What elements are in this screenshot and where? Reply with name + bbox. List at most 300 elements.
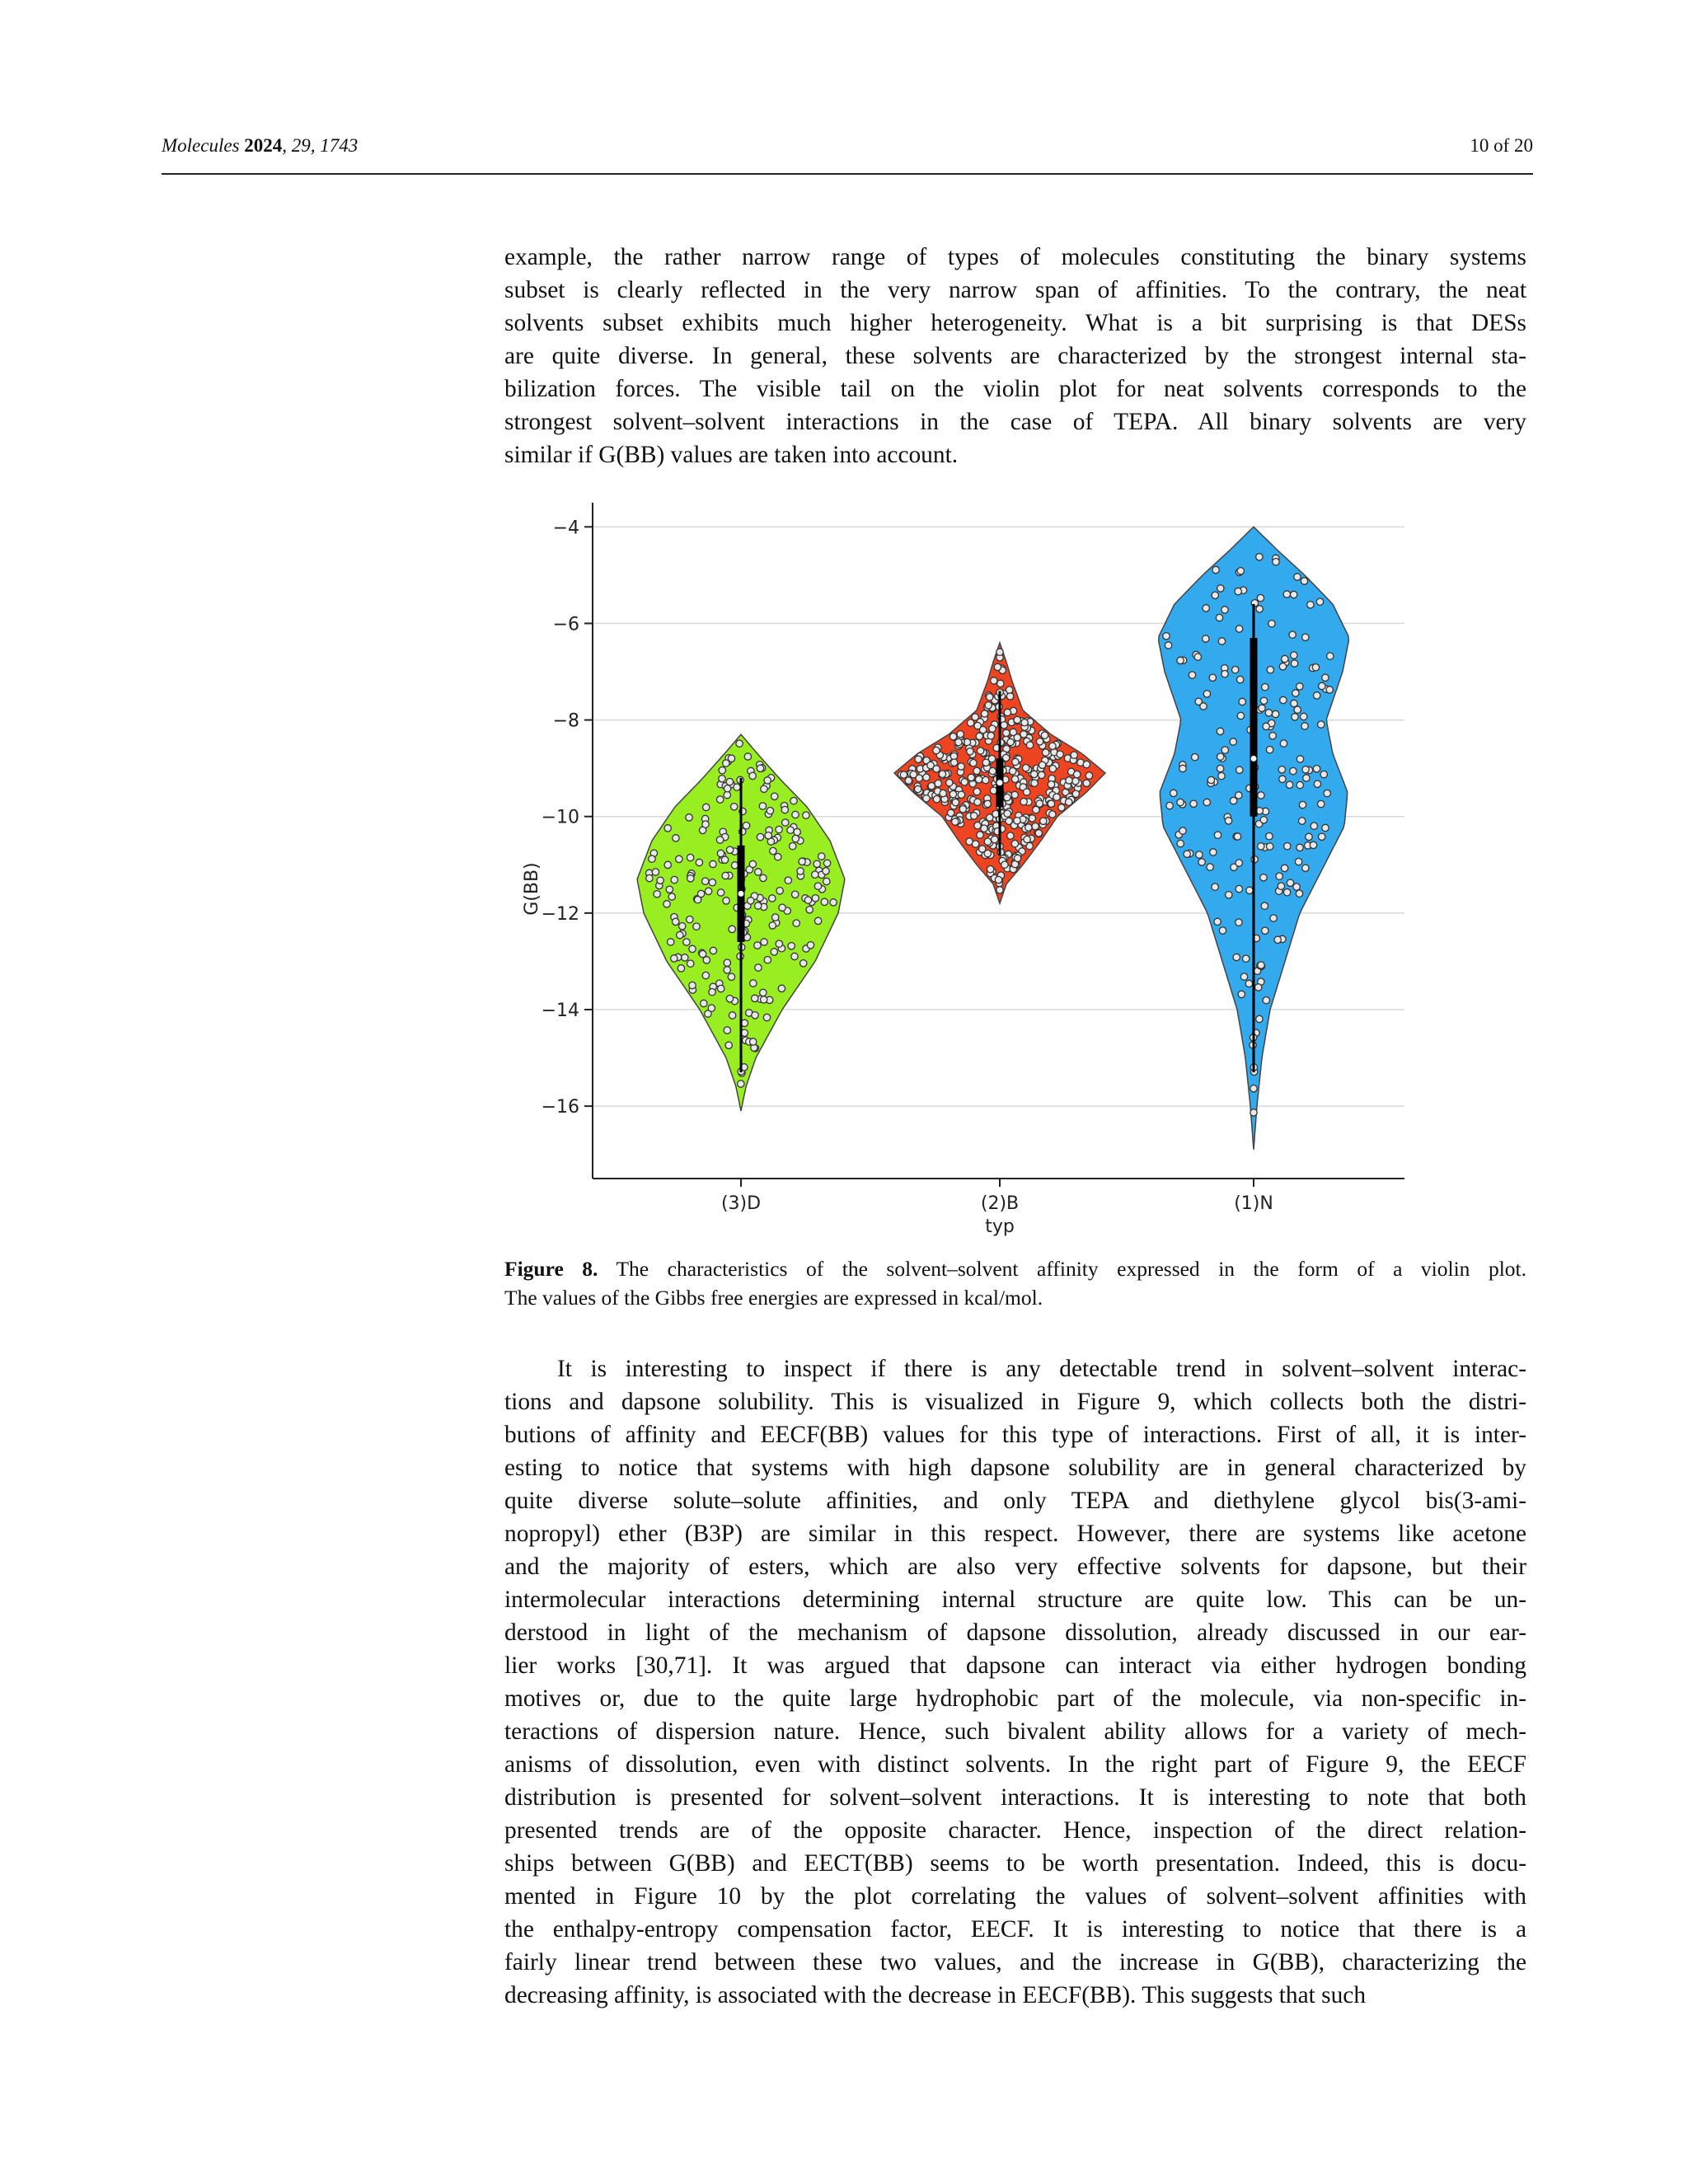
- data-point: [1066, 799, 1072, 805]
- data-point: [649, 855, 655, 862]
- data-point: [723, 898, 729, 904]
- text-line: mented in Figure 10 by the plot correlating the values of solvent–solvent affinities with: [504, 1883, 1526, 1910]
- data-point: [1072, 790, 1079, 797]
- data-point: [1066, 777, 1072, 784]
- data-point: [1307, 602, 1314, 608]
- data-point: [1012, 758, 1019, 765]
- data-point: [771, 793, 778, 799]
- data-point: [1221, 747, 1228, 753]
- data-point: [1278, 766, 1285, 773]
- data-point: [657, 877, 663, 883]
- data-point: [710, 860, 716, 867]
- data-point: [1236, 792, 1242, 799]
- data-point: [1024, 789, 1030, 795]
- data-point: [991, 677, 997, 684]
- data-point: [1014, 716, 1020, 723]
- data-point: [729, 926, 735, 932]
- data-point: [776, 940, 782, 947]
- data-point: [1296, 781, 1303, 788]
- data-point: [1256, 606, 1263, 612]
- data-point: [723, 760, 729, 766]
- data-point: [940, 790, 946, 796]
- data-point: [1237, 712, 1244, 719]
- data-point: [664, 861, 671, 868]
- data-point: [677, 931, 683, 938]
- median-marker: [738, 890, 744, 897]
- data-point: [778, 985, 785, 991]
- data-point: [1189, 672, 1195, 678]
- data-point: [654, 891, 660, 898]
- data-point: [1190, 800, 1197, 807]
- data-point: [1210, 849, 1217, 855]
- data-point: [1071, 752, 1077, 758]
- y-tick-label: −12: [541, 903, 579, 925]
- data-point: [1203, 605, 1209, 612]
- violin-plot: [504, 503, 1411, 1244]
- text-line: decreasing affinity, is associated with the decrease in EECF(BB). This suggests that such: [504, 1982, 1367, 2008]
- data-point: [1256, 554, 1263, 560]
- data-point: [1257, 594, 1264, 601]
- data-point: [1256, 1015, 1263, 1022]
- data-point: [1279, 776, 1286, 782]
- data-point: [717, 796, 724, 803]
- data-point: [1269, 733, 1276, 739]
- data-point: [1085, 772, 1092, 779]
- data-point: [1284, 843, 1291, 850]
- data-point: [1306, 833, 1312, 840]
- data-point: [763, 1014, 770, 1020]
- data-point: [760, 874, 767, 881]
- text-line: similar if G(BB) values are taken into account.: [504, 442, 959, 468]
- data-point: [1217, 728, 1223, 734]
- data-point: [818, 853, 825, 860]
- data-point: [992, 836, 998, 842]
- data-point: [724, 959, 730, 966]
- text-line: butions of affinity and EECF(BB) values for this type of interactions. First of all, it is inter-: [504, 1422, 1526, 1448]
- data-point: [1291, 700, 1297, 706]
- data-point: [958, 791, 964, 798]
- data-point: [959, 806, 966, 813]
- data-point: [759, 803, 766, 809]
- data-point: [792, 811, 799, 818]
- data-point: [1007, 832, 1014, 839]
- data-point: [981, 710, 987, 717]
- data-point: [1250, 1085, 1257, 1092]
- data-point: [702, 972, 709, 978]
- text-line: the enthalpy-entropy compensation factor, EECF. It is interesting to notice that there is a: [504, 1916, 1526, 1943]
- data-point: [757, 833, 763, 840]
- data-point: [686, 814, 692, 821]
- data-point: [1219, 927, 1226, 934]
- data-point: [1072, 778, 1079, 785]
- data-point: [1238, 991, 1245, 997]
- y-tick-label: −6: [552, 614, 579, 635]
- figure-caption: [504, 1254, 1526, 1312]
- y-tick-label: −14: [541, 1001, 579, 1021]
- data-point: [1218, 638, 1225, 644]
- data-point: [1287, 879, 1293, 886]
- data-point: [1020, 799, 1027, 805]
- data-point: [1258, 792, 1264, 799]
- data-point: [1194, 654, 1201, 660]
- data-point: [776, 888, 783, 894]
- data-point: [1281, 865, 1287, 871]
- data-point: [1036, 738, 1043, 745]
- data-point: [1318, 800, 1325, 807]
- data-point: [726, 778, 733, 785]
- data-point: [1225, 818, 1231, 824]
- text-line: ships between G(BB) and EECT(BB) seems to be worth presentation. Indeed, this is docu-: [504, 1850, 1526, 1877]
- data-point: [977, 748, 983, 754]
- data-point: [765, 832, 771, 839]
- data-point: [646, 874, 653, 881]
- data-point: [664, 825, 671, 832]
- data-point: [666, 886, 673, 893]
- data-point: [1221, 671, 1228, 677]
- caption-line: The values of the Gibbs free energies are expressed in kcal/mol.: [504, 1286, 1043, 1310]
- data-point: [1177, 657, 1184, 663]
- data-point: [823, 878, 830, 884]
- data-point: [989, 725, 996, 732]
- data-point: [750, 1038, 757, 1045]
- data-point: [951, 759, 958, 766]
- data-point: [769, 895, 776, 902]
- caption-label: Figure 8.: [504, 1257, 598, 1281]
- data-point: [1200, 703, 1207, 710]
- data-point: [752, 995, 758, 1001]
- median-marker: [996, 780, 1003, 786]
- x-tick-label: (2)B: [980, 1193, 1020, 1214]
- data-point: [1163, 633, 1170, 640]
- data-point: [928, 783, 935, 790]
- data-point: [1234, 833, 1240, 840]
- data-point: [1250, 1109, 1257, 1116]
- data-point: [1035, 830, 1042, 837]
- data-point: [1049, 743, 1056, 749]
- data-point: [790, 798, 797, 804]
- data-point: [1260, 697, 1267, 704]
- data-point: [1246, 887, 1253, 893]
- text-line: and the majority of esters, which are also very effective solvents for dapsone, but their: [504, 1554, 1526, 1580]
- text-line: It is interesting to inspect if there is any detectable trend in solvent–solvent interac-: [557, 1356, 1526, 1382]
- data-point: [1048, 800, 1054, 807]
- data-point: [1282, 655, 1288, 662]
- data-point: [699, 950, 706, 957]
- data-point: [1023, 765, 1029, 771]
- page-header: [162, 135, 1533, 160]
- data-point: [738, 1080, 744, 1087]
- data-point: [752, 1012, 758, 1019]
- data-point: [1260, 874, 1267, 881]
- data-point: [1007, 738, 1014, 745]
- data-point: [1291, 652, 1297, 658]
- data-point: [1303, 775, 1310, 781]
- data-point: [1260, 817, 1267, 823]
- data-point: [1279, 663, 1286, 670]
- data-point: [1311, 823, 1317, 829]
- text-line: nopropyl) ether (B3P) are similar in this respect. However, there are systems like acetone: [504, 1521, 1526, 1547]
- data-point: [1276, 873, 1282, 879]
- data-point: [1302, 766, 1309, 773]
- data-point: [1316, 598, 1323, 605]
- data-point: [1296, 890, 1302, 897]
- text-line: solvents subset exhibits much higher heterogeneity. What is a bit surprising is that DESs: [504, 310, 1526, 336]
- data-point: [1166, 802, 1173, 808]
- data-point: [693, 923, 700, 930]
- data-point: [804, 897, 811, 903]
- data-point: [750, 980, 757, 987]
- data-point: [1265, 710, 1272, 716]
- data-point: [748, 898, 754, 904]
- data-point: [812, 871, 818, 878]
- data-point: [1230, 797, 1236, 804]
- data-point: [923, 795, 930, 802]
- text-line: teractions of dispersion nature. Hence, such bivalent ability allows for a variety of mech-: [504, 1718, 1526, 1745]
- data-point: [710, 947, 716, 954]
- data-point: [1274, 936, 1281, 943]
- data-point: [990, 787, 996, 794]
- data-point: [761, 939, 767, 945]
- data-point: [1048, 781, 1054, 788]
- data-point: [987, 694, 993, 701]
- data-point: [1179, 827, 1186, 834]
- data-point: [726, 996, 733, 1002]
- text-line: strongest solvent–solvent interactions in the case of TEPA. All binary solvents are very: [504, 409, 1526, 435]
- y-tick-label: −16: [541, 1097, 579, 1118]
- data-point: [781, 806, 788, 813]
- data-point: [972, 714, 978, 720]
- x-axis-label: typ: [985, 1216, 1015, 1237]
- data-point: [1214, 918, 1221, 925]
- y-tick-label: −8: [552, 710, 579, 732]
- data-point: [970, 760, 977, 766]
- data-point: [1237, 568, 1244, 574]
- data-point: [1291, 591, 1297, 598]
- data-point: [755, 869, 762, 875]
- data-point: [1049, 811, 1056, 818]
- data-point: [974, 722, 981, 729]
- data-point: [927, 762, 934, 768]
- y-axis-label: G(BB): [522, 862, 542, 916]
- data-point: [1011, 776, 1018, 782]
- data-point: [968, 774, 974, 780]
- data-point: [1270, 915, 1277, 921]
- data-point: [933, 796, 940, 803]
- data-point: [702, 878, 709, 884]
- data-point: [1003, 729, 1010, 736]
- data-point: [1179, 765, 1186, 771]
- data-point: [1221, 607, 1228, 613]
- data-point: [729, 1012, 735, 1019]
- data-point: [1293, 883, 1300, 890]
- data-point: [689, 982, 696, 988]
- data-point: [1292, 690, 1299, 696]
- data-point: [1040, 818, 1047, 824]
- data-point: [1041, 732, 1048, 738]
- data-point: [958, 763, 964, 770]
- data-point: [724, 967, 730, 973]
- data-point: [668, 939, 674, 945]
- data-point: [749, 860, 756, 867]
- data-point: [1011, 841, 1018, 847]
- data-point: [1267, 667, 1273, 673]
- data-point: [1319, 682, 1325, 689]
- data-point: [900, 771, 907, 778]
- data-point: [764, 957, 771, 963]
- data-point: [957, 731, 964, 738]
- data-point: [1236, 885, 1242, 892]
- data-point: [779, 904, 785, 911]
- data-point: [764, 777, 771, 784]
- data-point: [1207, 776, 1214, 783]
- data-point: [1025, 824, 1032, 831]
- data-point: [1263, 723, 1269, 729]
- data-point: [716, 837, 723, 843]
- data-point: [996, 887, 1003, 893]
- data-point: [1230, 738, 1236, 745]
- data-point: [754, 942, 761, 949]
- data-point: [1236, 860, 1242, 866]
- data-point: [1291, 660, 1297, 667]
- data-point: [1236, 626, 1242, 632]
- data-point: [971, 813, 978, 819]
- data-point: [935, 780, 941, 786]
- data-point: [1232, 667, 1239, 673]
- data-point: [1026, 742, 1033, 748]
- data-point: [823, 868, 829, 874]
- caption-text: The characteristics of the solvent–solvent affinity expressed in the form of a violin plot.: [598, 1257, 1526, 1281]
- data-point: [702, 821, 709, 827]
- data-point: [1033, 806, 1039, 813]
- data-point: [1283, 591, 1290, 598]
- data-point: [701, 1000, 707, 1006]
- violin-(3)D: [637, 734, 845, 1111]
- data-point: [1083, 761, 1090, 767]
- data-point: [771, 949, 777, 955]
- text-line: fairly linear trend between these two values, and the increase in G(BB), characterizing the: [504, 1949, 1526, 1975]
- data-point: [1217, 765, 1223, 771]
- data-point: [799, 858, 805, 865]
- text-line: lier works [30,71]. It was argued that dapsone can interact via either hydrogen bonding: [504, 1652, 1526, 1679]
- x-tick-label: (3)D: [720, 1193, 762, 1214]
- data-point: [721, 856, 728, 863]
- data-point: [697, 890, 704, 897]
- text-line: are quite diverse. In general, these solvents are characterized by the strongest internal sta-: [504, 343, 1526, 369]
- data-point: [975, 776, 982, 783]
- data-point: [760, 989, 767, 996]
- data-point: [1322, 674, 1329, 681]
- data-point: [977, 832, 983, 838]
- data-point: [1299, 801, 1306, 808]
- data-point: [1039, 762, 1045, 768]
- data-point: [1314, 780, 1320, 787]
- data-point: [1049, 766, 1056, 772]
- journal-volume: , 29, 1743: [282, 135, 359, 156]
- data-point: [722, 872, 729, 879]
- data-point: [703, 804, 710, 810]
- data-point: [981, 825, 987, 832]
- data-point: [790, 843, 796, 850]
- data-point: [1301, 578, 1307, 584]
- data-point: [1258, 843, 1264, 850]
- data-point: [1273, 559, 1279, 565]
- data-point: [1320, 771, 1327, 777]
- data-point: [915, 785, 921, 792]
- data-point: [687, 875, 694, 882]
- data-point: [717, 889, 724, 896]
- data-point: [1177, 799, 1184, 805]
- data-point: [950, 791, 956, 798]
- data-point: [1004, 709, 1010, 715]
- data-point: [1312, 664, 1319, 671]
- data-point: [673, 835, 679, 841]
- y-tick-label: −4: [552, 518, 579, 539]
- data-point: [797, 868, 804, 874]
- data-point: [1074, 771, 1081, 777]
- data-point: [1203, 691, 1210, 697]
- data-point: [1010, 729, 1016, 735]
- data-point: [987, 866, 993, 873]
- data-point: [678, 965, 684, 972]
- data-point: [663, 901, 670, 907]
- data-point: [1290, 767, 1296, 774]
- data-point: [985, 702, 992, 709]
- journal-citation: [162, 135, 358, 157]
- data-point: [814, 883, 821, 889]
- data-point: [973, 767, 980, 774]
- data-point: [782, 819, 789, 826]
- data-point: [974, 823, 981, 829]
- data-point: [807, 942, 814, 949]
- data-point: [676, 855, 682, 862]
- text-line: motives or, due to the quite large hydrophobic part of the molecule, via non-specific in-: [504, 1685, 1526, 1712]
- text-line: bilization forces. The visible tail on the violin plot for neat solvents corresponds to the: [504, 376, 1526, 402]
- paragraph-trend: [504, 1352, 1526, 2012]
- data-point: [1196, 851, 1203, 858]
- data-point: [787, 827, 794, 833]
- data-point: [1236, 919, 1242, 926]
- data-point: [1266, 747, 1273, 753]
- data-point: [1240, 973, 1247, 980]
- data-point: [1296, 756, 1303, 762]
- data-point: [687, 854, 693, 860]
- data-point: [682, 954, 688, 961]
- data-point: [757, 765, 763, 771]
- data-point: [997, 680, 1004, 687]
- data-point: [946, 780, 953, 786]
- text-line: subset is clearly reflected in the very narrow span of affinities. To the contrary, the neat: [504, 277, 1526, 303]
- data-point: [1177, 840, 1184, 846]
- data-point: [761, 996, 767, 1003]
- text-line: presented trends are of the opposite character. Hence, inspection of the direct relation-: [504, 1817, 1526, 1844]
- data-point: [709, 989, 715, 996]
- data-point: [679, 923, 686, 930]
- violin-(1)N: [1159, 527, 1349, 1150]
- data-point: [1326, 687, 1333, 693]
- data-point: [1259, 705, 1265, 711]
- data-point: [736, 740, 743, 747]
- text-line: tions and dapsone solubility. This is visualized in Figure 9, which collects both the distri-: [504, 1389, 1526, 1415]
- data-point: [1192, 754, 1198, 761]
- data-point: [1004, 794, 1010, 800]
- data-point: [1313, 766, 1320, 772]
- journal-year: 2024: [244, 135, 283, 156]
- data-point: [933, 747, 940, 753]
- data-point: [1310, 841, 1316, 848]
- y-tick-label: −10: [541, 807, 579, 828]
- data-point: [770, 847, 776, 854]
- data-point: [803, 812, 809, 818]
